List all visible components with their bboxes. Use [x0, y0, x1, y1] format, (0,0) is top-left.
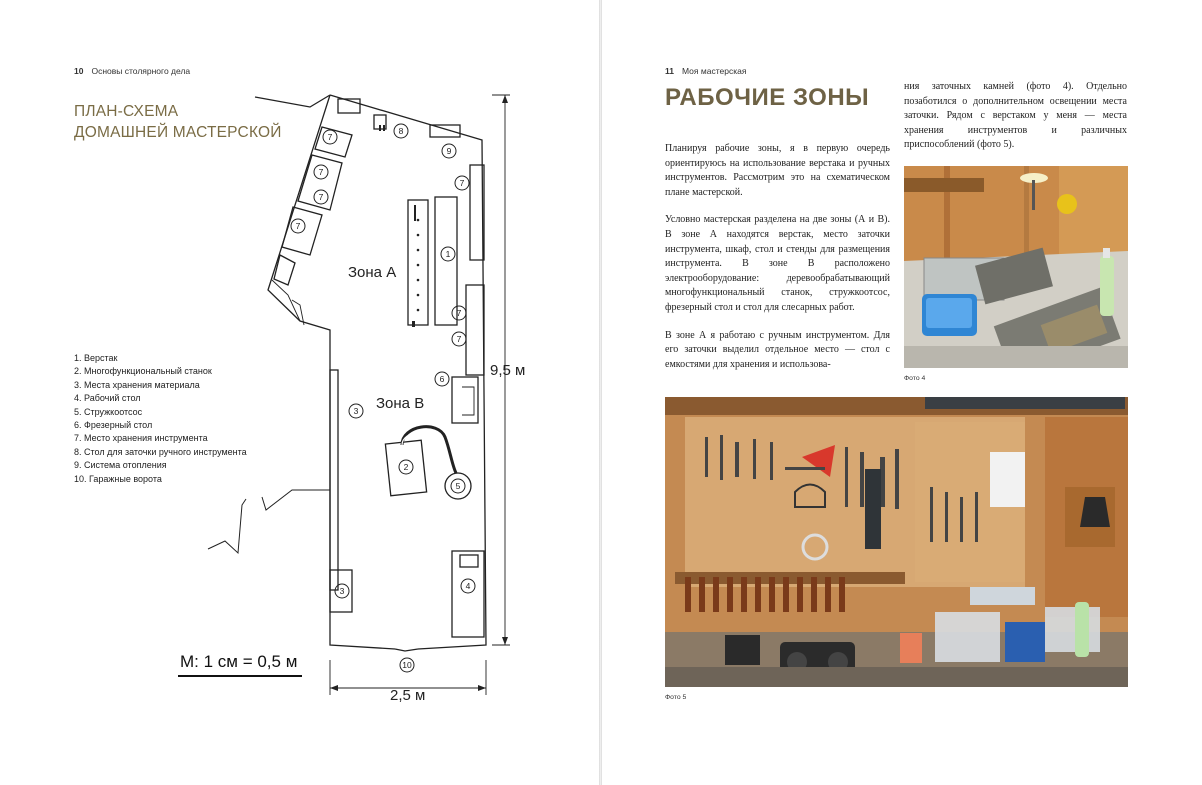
- left-page: [0, 0, 599, 785]
- photo-5-caption: Фото 5: [665, 694, 687, 701]
- marker-label: 8: [398, 126, 404, 136]
- marker-label: 7: [318, 192, 324, 202]
- running-head-right: [665, 66, 746, 76]
- text-column-right: [904, 80, 1127, 166]
- zone-b-label: Зона В: [376, 395, 425, 412]
- marker-label: 1: [445, 249, 451, 259]
- paragraph: Условно мастерская разделена на две зоны (А и В). В зоне А находятся верстак, место заточки инструмента, шкаф, стол и стенды для размещения инструмента. В зоне В расположено электрооборудование: деревообрабатывающий многофункциональный станок, стружкоотсос, фрезерный стол и стол для слесарных работ.: [665, 214, 890, 313]
- page-number-right: 11: [665, 66, 674, 76]
- paragraph: В зоне А я работаю с ручным инструментом. Для его заточки выделил отдельное место — стол с емкостями для хранения и использова-: [665, 329, 890, 370]
- photo-5-tool-wall: [665, 397, 1128, 687]
- marker-label: 3: [353, 406, 359, 416]
- marker-label: 7: [295, 221, 301, 231]
- marker-label: 3: [339, 586, 345, 596]
- marker-label: 6: [439, 374, 445, 384]
- right-page: [602, 0, 1202, 785]
- legend-item: 5. Стружкоотсос: [74, 406, 143, 417]
- photo-4-caption: Фото 4: [904, 375, 926, 382]
- running-head-left: [74, 66, 190, 76]
- legend-item: 2. Многофункциональный станок: [74, 366, 212, 377]
- legend-item: 1. Верстак: [74, 353, 118, 363]
- legend-item: 7. Место хранения инструмента: [74, 433, 208, 444]
- workshop-floor-plan: [190, 85, 550, 725]
- paragraph: ния заточных камней (фото 4). Отдельно позаботился о дополнительном освещении места заточки. Рядом с верстаком у меня — места хранения инструментов и различных приспособлений (фото 5).: [904, 81, 1127, 151]
- marker-label: 7: [456, 334, 462, 344]
- running-head-left-title: Основы столярного дела: [91, 66, 191, 76]
- page-number-left: 10: [74, 66, 84, 76]
- plan-title-line-1: ПЛАН-СХЕМА: [74, 103, 179, 120]
- zone-a-label: Зона А: [348, 264, 397, 281]
- marker-label: 7: [318, 167, 324, 177]
- paragraph: Планируя рабочие зоны, я в первую очередь ориентируюсь на использование верстака и ручных инструментов. Рассмотрим это на схематическом плане мастерской.: [665, 143, 890, 198]
- marker-label: 7: [459, 178, 465, 188]
- marker-label: 9: [446, 146, 452, 156]
- scale-label: М: 1 см = 0,5 м: [180, 652, 298, 671]
- legend-item: 9. Система отопления: [74, 460, 167, 471]
- marker-label: 2: [403, 462, 409, 472]
- photo-4-sharpening-station: [904, 166, 1128, 368]
- running-head-right-title: Моя мастерская: [682, 66, 747, 76]
- marker-label: 10: [402, 660, 412, 670]
- text-column-left: [665, 142, 890, 385]
- legend-item: 4. Рабочий стол: [74, 393, 141, 404]
- height-dimension-label: 9,5 м: [490, 362, 526, 379]
- plan-title-line-2: ДОМАШНЕЙ МАСТЕРСКОЙ: [74, 124, 282, 141]
- marker-label: 7: [327, 132, 333, 142]
- legend-item: 3. Места хранения материала: [74, 379, 200, 390]
- marker-label: 7: [456, 308, 462, 318]
- width-dimension-label: 2,5 м: [390, 687, 426, 704]
- section-title: РАБОЧИЕ ЗОНЫ: [665, 84, 870, 111]
- legend-item: 10. Гаражные ворота: [74, 473, 162, 484]
- marker-label: 5: [455, 481, 461, 491]
- legend-item: 8. Стол для заточки ручного инструмента: [74, 446, 247, 457]
- legend-item: 6. Фрезерный стол: [74, 420, 153, 431]
- marker-label: 4: [465, 581, 471, 591]
